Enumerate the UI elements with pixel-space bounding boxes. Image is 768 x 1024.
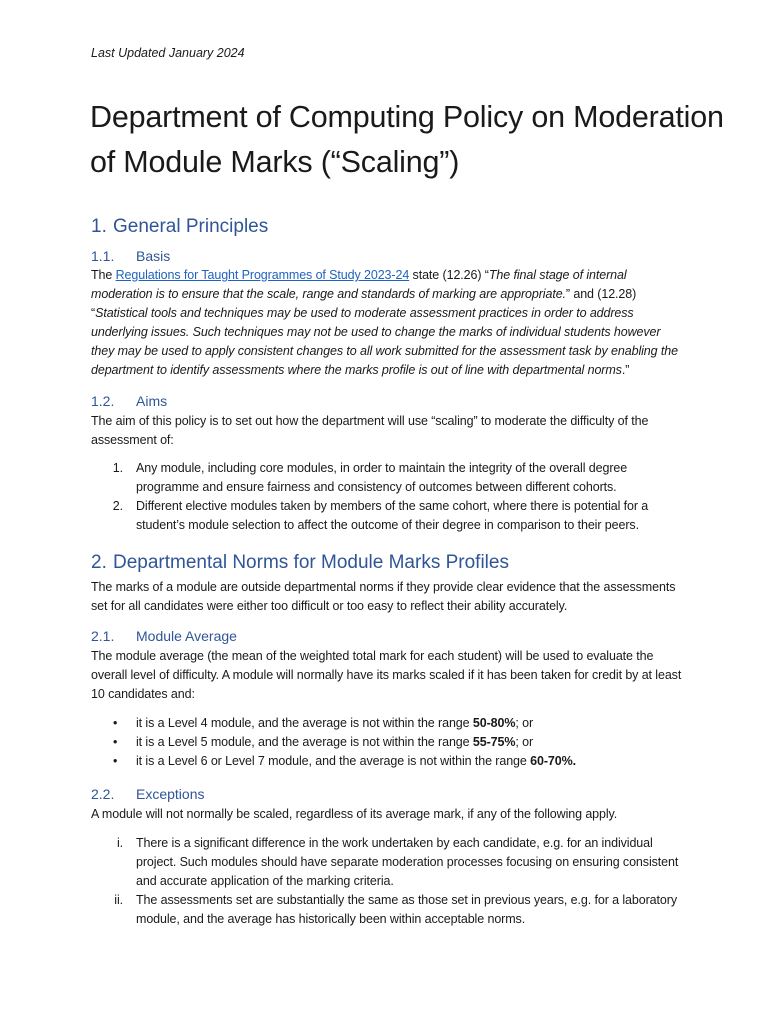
range-value: 50-80% (472, 716, 516, 730)
subsection-title: Exceptions (136, 786, 205, 802)
basis-quote-2: Statistical tools and techniques may be used to moderate assessment practices in order to address underlying issues. Such techniques may not be used to change the marks of individual students however they may be used to apply consistent changes to all work submitted for the assessment task by enabling the department to identify assessments where the marks profile is out of line with departmental norms (91, 306, 678, 377)
section-number: 1. (91, 216, 107, 237)
subsection-heading-basis (91, 248, 170, 264)
module-average-criteria-list (91, 714, 683, 771)
list-item (91, 834, 683, 891)
regulations-link[interactable]: Regulations for Taught Programmes of Study 2023-24 (115, 268, 410, 282)
exceptions-list (91, 834, 683, 929)
basis-paragraph (91, 266, 683, 380)
list-item (91, 459, 683, 497)
list-item-text: Any module, including core modules, in order to maintain the integrity of the overall degree programme and ensure fairness and consistency of outcomes between different cohorts. (136, 461, 628, 494)
subsection-title: Aims (136, 393, 168, 409)
list-item-text: it is a Level 5 module, and the average is not within the range (136, 735, 473, 749)
subsection-heading-module-average (91, 628, 237, 644)
subsection-heading-exceptions (91, 786, 204, 802)
subsection-number: 2.2. (91, 786, 115, 802)
basis-quote-1: The final stage of internal moderation is to ensure that the scale, range and standards of marking are appropriate. (91, 268, 627, 301)
subsection-title: Basis (136, 248, 171, 264)
basis-text: ” and (12.28) “ (91, 287, 637, 320)
list-marker: i. (116, 836, 123, 850)
module-average-intro: The module average (the mean of the weighted total mark for each student) will be used to evaluate the overall level of difficulty. A module will normally have its marks scaled if it has been taken for credit by at least 10 candidates and: (91, 649, 682, 701)
list-item (91, 714, 683, 733)
list-marker: 1. (112, 461, 123, 475)
list-item (91, 733, 683, 752)
norms-intro: The marks of a module are outside departmental norms if they provide clear evidence that the assessments set for all candidates were either too difficult or too easy to reflect their ability accurately. (91, 580, 676, 613)
last-updated-note: Last Updated January 2024 (91, 46, 245, 60)
section-heading-departmental-norms (91, 552, 509, 574)
range-value: 60-70%. (530, 754, 576, 768)
list-item-text: There is a significant difference in the work undertaken by each candidate, e.g. for an individual project. Such modules should have separate moderation processes focusing on ensuring consistent and accurate application of the marking criteria. (136, 836, 679, 888)
subsection-heading-aims (91, 393, 167, 409)
basis-text: state (12.26) “ (409, 268, 489, 282)
list-item-text: it is a Level 4 module, and the average is not within the range (136, 716, 473, 730)
page-title: Department of Computing Policy on Moderation of Module Marks (“Scaling”) (90, 100, 724, 179)
subsection-number: 1.1. (91, 248, 115, 264)
subsection-title: Module Average (136, 628, 237, 644)
bullet-marker: • (113, 716, 118, 730)
exceptions-intro: A module will not normally be scaled, regardless of its average mark, if any of the following apply. (91, 807, 618, 821)
bullet-marker: • (113, 754, 118, 768)
section-title: Departmental Norms for Module Marks Profiles (113, 552, 509, 573)
list-item-suffix: ; or (515, 735, 534, 749)
list-item (91, 891, 683, 929)
list-marker: ii. (114, 893, 123, 907)
section-title: General Principles (113, 216, 269, 237)
list-item (91, 497, 683, 535)
section-heading-general-principles (91, 216, 268, 238)
bullet-marker: • (113, 735, 118, 749)
range-value: 55-75% (472, 735, 516, 749)
list-item-text: The assessments set are substantially the same as those set in previous years, e.g. for a laboratory module, and the average has historically been within acceptable norms. (136, 893, 677, 926)
subsection-number: 2.1. (91, 628, 115, 644)
section-number: 2. (91, 552, 107, 573)
aims-intro: The aim of this policy is to set out how the department will use “scaling” to moderate the difficulty of the assessment of: (91, 414, 649, 447)
list-item-text: it is a Level 6 or Level 7 module, and the average is not within the range (136, 754, 531, 768)
subsection-number: 1.2. (91, 393, 115, 409)
list-item-text: Different elective modules taken by members of the same cohort, where there is potential for a student’s module selection to affect the outcome of their degree in comparison to their peers. (136, 499, 649, 532)
aims-list (91, 459, 683, 535)
list-marker: 2. (112, 499, 123, 513)
list-item-suffix: ; or (515, 716, 534, 730)
list-item (91, 752, 683, 771)
basis-text: .” (621, 363, 630, 377)
basis-text: The (91, 268, 116, 282)
